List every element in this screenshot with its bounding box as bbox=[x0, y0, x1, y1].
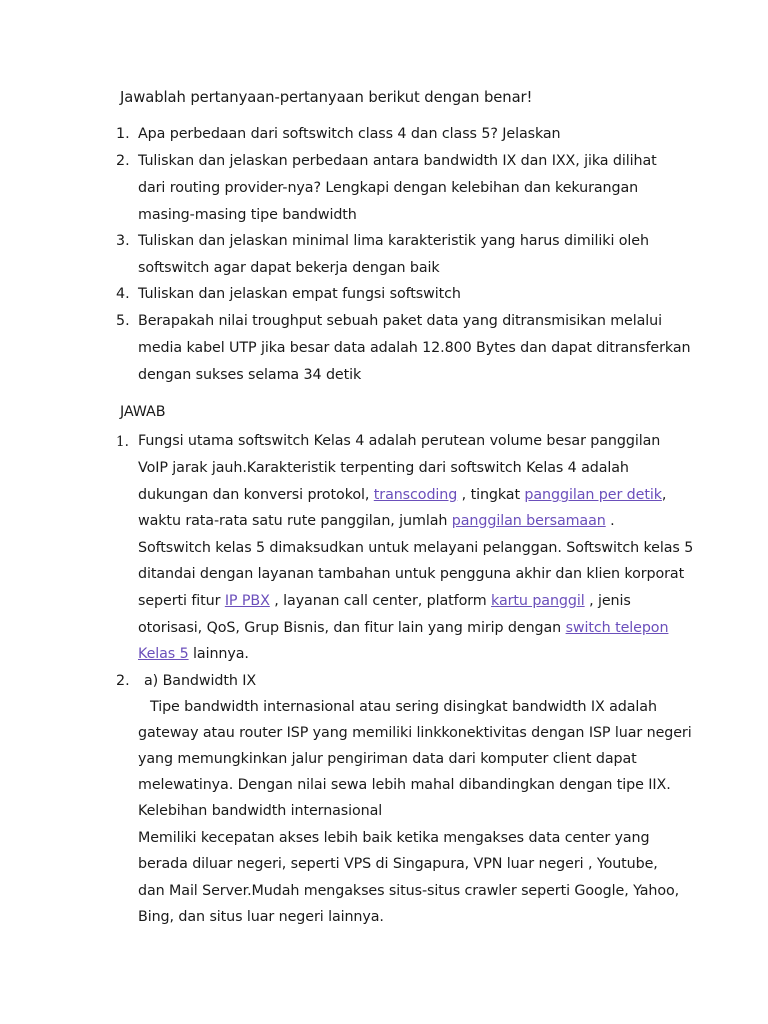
question-line: Tuliskan dan jelaskan empat fungsi softswitch bbox=[138, 286, 461, 302]
answer-line: ditandai dengan layanan tambahan untuk pengguna akhir dan klien korporat bbox=[138, 566, 685, 582]
answer-text: lainnya. bbox=[188, 646, 249, 662]
answer-text: , jenis bbox=[584, 593, 631, 609]
question-number: 5. bbox=[116, 313, 130, 329]
answer-line: Softswitch kelas 5 dimaksudkan untuk melayani pelanggan. Softswitch kelas 5 bbox=[138, 540, 694, 556]
answer-line: Fungsi utama softswitch Kelas 4 adalah perutean volume besar panggilan bbox=[138, 433, 661, 449]
answer-line bbox=[138, 591, 631, 611]
link-ip-pbx[interactable]: IP PBX bbox=[224, 593, 270, 609]
answer-line: gateway atau router ISP yang memiliki linkkonektivitas dengan ISP luar negeri bbox=[138, 725, 692, 741]
answer-line bbox=[138, 618, 668, 638]
answer-line bbox=[138, 485, 666, 505]
question-number: 2. bbox=[116, 153, 130, 169]
answer-text: waktu rata-rata satu rute panggilan, jumlah bbox=[138, 513, 452, 529]
question-number: 4. bbox=[116, 286, 130, 302]
question-line: Apa perbedaan dari softswitch class 4 dan class 5? Jelaskan bbox=[138, 126, 561, 142]
question-line: media kabel UTP jika besar data adalah 12.800 Bytes dan dapat ditransferkan bbox=[138, 340, 691, 356]
question-line: softswitch agar dapat bekerja dengan baik bbox=[138, 260, 440, 276]
answer-line: Memiliki kecepatan akses lebih baik ketika mengakses data center yang bbox=[138, 830, 650, 846]
answer-line: dan Mail Server.Mudah mengakses situs-situs crawler seperti Google, Yahoo, bbox=[138, 883, 680, 899]
answer-text: otorisasi, QoS, Grup Bisnis, dan fitur lain yang mirip dengan bbox=[138, 620, 566, 636]
question-number: 1. bbox=[116, 126, 130, 142]
question-line: masing-masing tipe bandwidth bbox=[138, 207, 357, 223]
answer-line bbox=[138, 511, 615, 531]
link-panggilan-bersamaan[interactable]: panggilan bersamaan bbox=[451, 513, 606, 529]
question-line: Tuliskan dan jelaskan perbedaan antara bandwidth IX dan IXX, jika dilihat bbox=[138, 153, 657, 169]
link-transcoding[interactable]: transcoding bbox=[373, 487, 458, 503]
answer-line: Tipe bandwidth internasional atau sering disingkat bandwidth IX adalah bbox=[150, 699, 657, 715]
answer-line bbox=[138, 644, 249, 664]
link-switch-telepon[interactable]: switch telepon bbox=[565, 620, 669, 636]
link-kelas-5[interactable]: Kelas 5 bbox=[138, 646, 189, 662]
answer-line: Kelebihan bandwidth internasional bbox=[138, 803, 383, 819]
question-line: dari routing provider-nya? Lengkapi dengan kelebihan dan kekurangan bbox=[138, 180, 639, 196]
question-line: Tuliskan dan jelaskan minimal lima karakteristik yang harus dimiliki oleh bbox=[138, 233, 649, 249]
answer-subheading: a) Bandwidth IX bbox=[144, 673, 257, 689]
question-line: dengan sukses selama 34 detik bbox=[138, 367, 362, 383]
answer-line: Bing, dan situs luar negeri lainnya. bbox=[138, 909, 384, 925]
link-panggilan-per-detik[interactable]: panggilan per detik bbox=[524, 487, 662, 503]
answer-number: 2. bbox=[116, 673, 130, 689]
answer-text: , layanan call center, platform bbox=[269, 593, 492, 609]
answer-text: dukungan dan konversi protokol, bbox=[138, 487, 374, 503]
document-heading: Jawablah pertanyaan-pertanyaan berikut dengan benar! bbox=[120, 89, 533, 106]
answer-heading: JAWAB bbox=[120, 404, 166, 420]
answer-text: , tingkat bbox=[457, 487, 525, 503]
question-number: 3. bbox=[116, 233, 130, 249]
answer-text: , bbox=[661, 487, 667, 503]
answer-text: seperti fitur bbox=[138, 593, 225, 609]
answer-line: VoIP jarak jauh.Karakteristik terpenting dari softswitch Kelas 4 adalah bbox=[138, 460, 629, 476]
answer-line: berada diluar negeri, seperti VPS di Singapura, VPN luar negeri , Youtube, bbox=[138, 856, 658, 872]
answer-number: 1. bbox=[116, 434, 129, 450]
answer-text: . bbox=[605, 513, 615, 529]
question-line: Berapakah nilai troughput sebuah paket data yang ditransmisikan melalui bbox=[138, 313, 662, 329]
answer-line: yang memungkinkan jalur pengiriman data dari komputer client dapat bbox=[138, 751, 637, 767]
link-kartu-panggil[interactable]: kartu panggil bbox=[491, 593, 585, 609]
answer-line: melewatinya. Dengan nilai sewa lebih mahal dibandingkan dengan tipe IIX. bbox=[138, 777, 671, 793]
